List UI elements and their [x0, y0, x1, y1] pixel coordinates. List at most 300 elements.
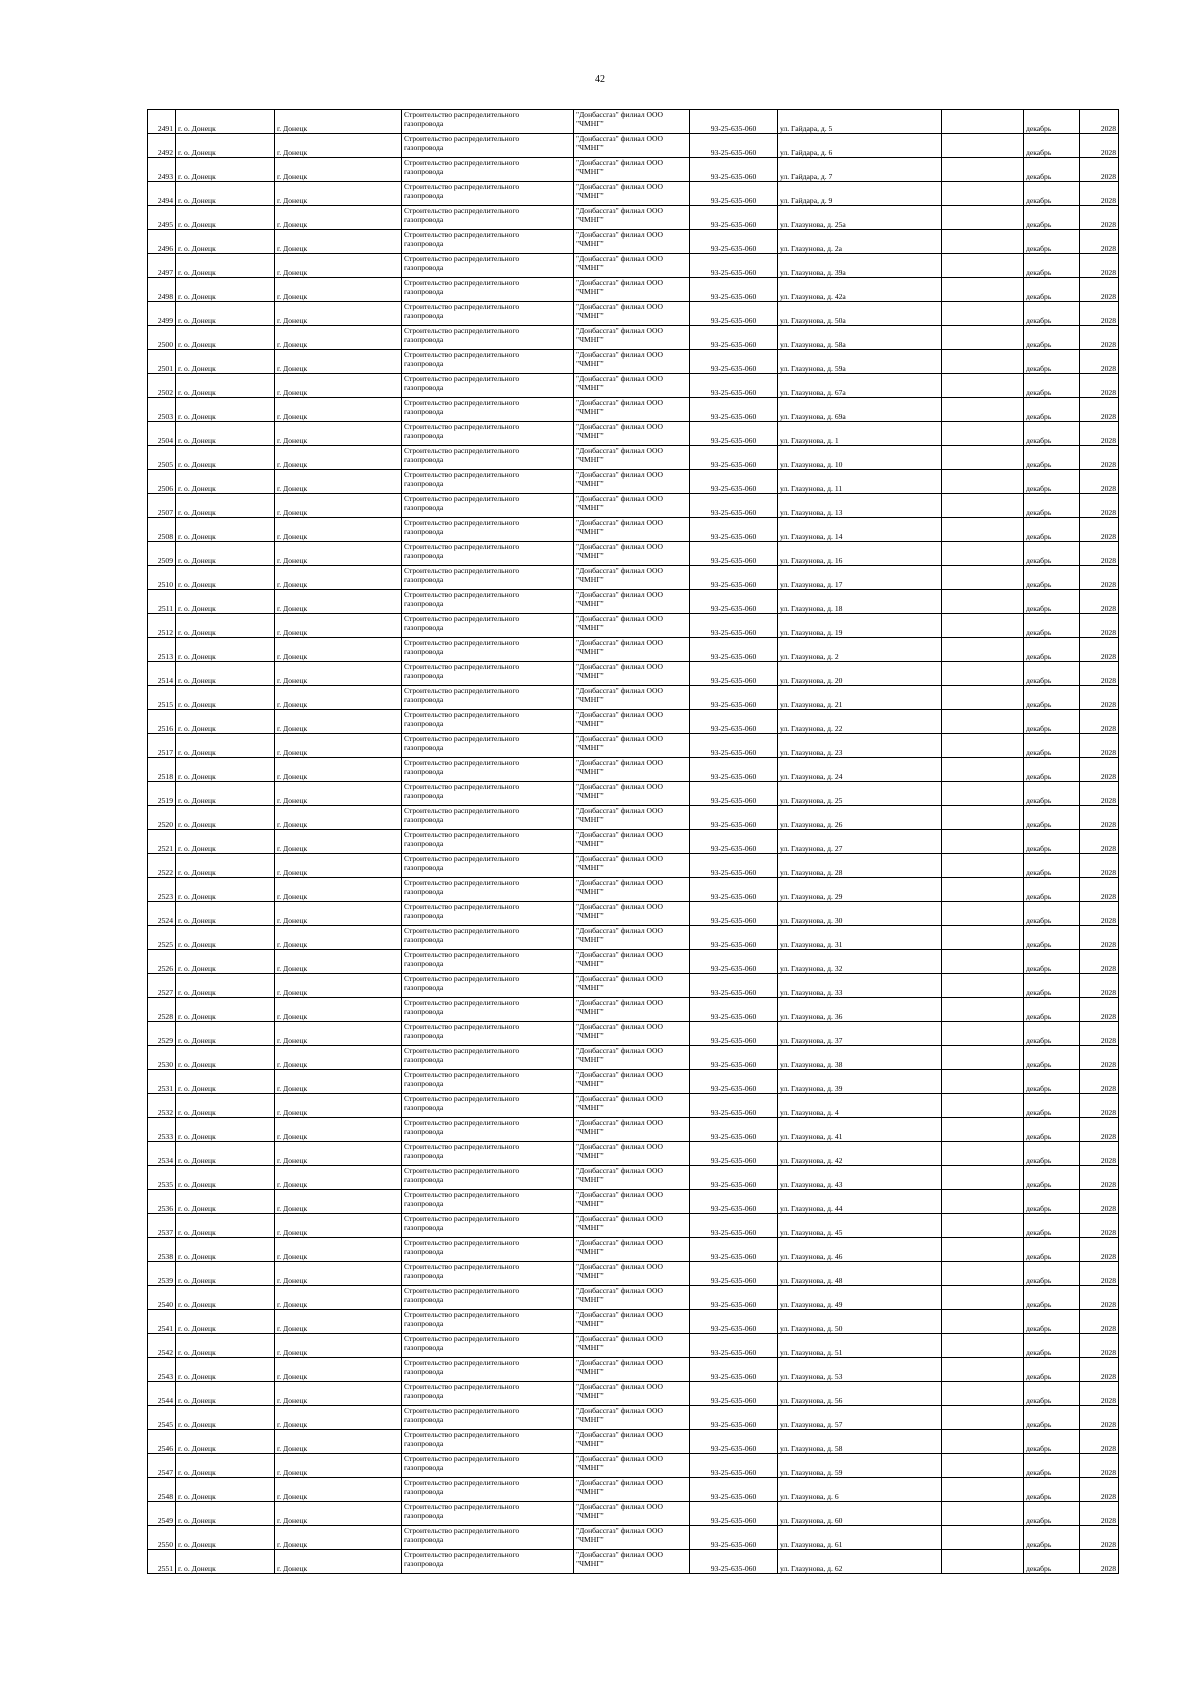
- district-cell: г. о. Донецк: [176, 110, 275, 134]
- address-cell: ул. Глазунова, д. 60: [778, 1502, 942, 1526]
- organization-cell-line2: "ЧМНГ": [576, 1007, 604, 1016]
- organization-cell-line2: "ЧМНГ": [576, 359, 604, 368]
- work-type-cell-line2: газопровода: [404, 1031, 444, 1040]
- year-cell: 2028: [1080, 182, 1119, 206]
- row-number-cell: 2527: [148, 974, 176, 998]
- year-cell: 2028: [1080, 566, 1119, 590]
- work-type-cell-line1: Строительство распределительного: [404, 926, 520, 935]
- address-cell: ул. Глазунова, д. 49: [778, 1286, 942, 1310]
- year-cell: 2028: [1080, 1286, 1119, 1310]
- city-cell: г. Донецк: [275, 638, 402, 662]
- district-cell: г. о. Донецк: [176, 518, 275, 542]
- work-type-cell: [402, 494, 574, 518]
- month-cell: декабрь: [1024, 638, 1080, 662]
- row-number-cell: 2524: [148, 902, 176, 926]
- city-cell: г. Донецк: [275, 758, 402, 782]
- organization-cell: [574, 350, 690, 374]
- year-cell: 2028: [1080, 518, 1119, 542]
- address-cell: ул. Глазунова, д. 56: [778, 1382, 942, 1406]
- organization-cell-line2: "ЧМНГ": [576, 1415, 604, 1424]
- row-number-cell: 2491: [148, 110, 176, 134]
- month-cell: декабрь: [1024, 1142, 1080, 1166]
- organization-cell-line1: "Донбассгаз" филиал ООО: [576, 758, 664, 767]
- organization-cell-line2: "ЧМНГ": [576, 647, 604, 656]
- empty-cell: [942, 1310, 1024, 1334]
- year-cell: 2028: [1080, 830, 1119, 854]
- code-cell: 93-25-635-060: [690, 254, 778, 278]
- work-type-cell: [402, 854, 574, 878]
- row-number-cell: 2520: [148, 806, 176, 830]
- code-cell: 93-25-635-060: [690, 1526, 778, 1550]
- organization-cell: [574, 1478, 690, 1502]
- organization-cell-line1: "Донбассгаз" филиал ООО: [576, 1190, 664, 1199]
- month-cell: декабрь: [1024, 1454, 1080, 1478]
- table-row: [148, 1166, 1119, 1190]
- empty-cell: [942, 254, 1024, 278]
- address-cell: ул. Глазунова, д. 36: [778, 998, 942, 1022]
- empty-cell: [942, 590, 1024, 614]
- table-row: [148, 470, 1119, 494]
- year-cell: 2028: [1080, 1334, 1119, 1358]
- table-row: [148, 374, 1119, 398]
- work-type-cell-line1: Строительство распределительного: [404, 302, 520, 311]
- work-type-cell-line1: Строительство распределительного: [404, 566, 520, 575]
- organization-cell: [574, 662, 690, 686]
- month-cell: декабрь: [1024, 1094, 1080, 1118]
- district-cell: г. о. Донецк: [176, 326, 275, 350]
- empty-cell: [942, 1046, 1024, 1070]
- district-cell: г. о. Донецк: [176, 1118, 275, 1142]
- empty-cell: [942, 182, 1024, 206]
- empty-cell: [942, 326, 1024, 350]
- organization-cell-line1: "Донбассгаз" филиал ООО: [576, 1262, 664, 1271]
- month-cell: декабрь: [1024, 494, 1080, 518]
- code-cell: 93-25-635-060: [690, 278, 778, 302]
- work-type-cell: [402, 182, 574, 206]
- address-cell: ул. Глазунова, д. 33: [778, 974, 942, 998]
- empty-cell: [942, 1166, 1024, 1190]
- work-type-cell-line1: Строительство распределительного: [404, 110, 520, 119]
- organization-cell-line2: "ЧМНГ": [576, 1127, 604, 1136]
- year-cell: 2028: [1080, 758, 1119, 782]
- organization-cell-line1: "Донбассгаз" филиал ООО: [576, 1430, 664, 1439]
- district-cell: г. о. Донецк: [176, 998, 275, 1022]
- row-number-cell: 2496: [148, 230, 176, 254]
- organization-cell-line2: "ЧМНГ": [576, 575, 604, 584]
- month-cell: декабрь: [1024, 1358, 1080, 1382]
- work-type-cell: [402, 542, 574, 566]
- organization-cell-line1: "Донбассгаз" филиал ООО: [576, 710, 664, 719]
- year-cell: 2028: [1080, 950, 1119, 974]
- table-row: [148, 278, 1119, 302]
- empty-cell: [942, 278, 1024, 302]
- address-cell: ул. Гайдара, д. 6: [778, 134, 942, 158]
- code-cell: 93-25-635-060: [690, 518, 778, 542]
- address-cell: ул. Глазунова, д. 28: [778, 854, 942, 878]
- organization-cell-line1: "Донбассгаз" филиал ООО: [576, 830, 664, 839]
- work-type-cell-line2: газопровода: [404, 1439, 444, 1448]
- district-cell: г. о. Донецк: [176, 182, 275, 206]
- work-type-cell-line1: Строительство распределительного: [404, 710, 520, 719]
- organization-cell-line2: "ЧМНГ": [576, 1319, 604, 1328]
- address-cell: ул. Глазунова, д. 39а: [778, 254, 942, 278]
- work-type-cell-line2: газопровода: [404, 167, 444, 176]
- empty-cell: [942, 926, 1024, 950]
- year-cell: 2028: [1080, 638, 1119, 662]
- district-cell: г. о. Донецк: [176, 398, 275, 422]
- work-type-cell: [402, 1358, 574, 1382]
- month-cell: декабрь: [1024, 686, 1080, 710]
- district-cell: г. о. Донецк: [176, 758, 275, 782]
- month-cell: декабрь: [1024, 1550, 1080, 1574]
- district-cell: г. о. Донецк: [176, 710, 275, 734]
- work-type-cell-line1: Строительство распределительного: [404, 158, 520, 167]
- year-cell: 2028: [1080, 1022, 1119, 1046]
- work-type-cell: [402, 590, 574, 614]
- code-cell: 93-25-635-060: [690, 446, 778, 470]
- work-type-cell: [402, 1406, 574, 1430]
- table-row: [148, 950, 1119, 974]
- city-cell: г. Донецк: [275, 326, 402, 350]
- code-cell: 93-25-635-060: [690, 374, 778, 398]
- organization-cell-line1: "Донбассгаз" филиал ООО: [576, 590, 664, 599]
- table-row: [148, 110, 1119, 134]
- city-cell: г. Донецк: [275, 1214, 402, 1238]
- row-number-cell: 2517: [148, 734, 176, 758]
- work-type-cell-line1: Строительство распределительного: [404, 470, 520, 479]
- table-row: [148, 350, 1119, 374]
- row-number-cell: 2497: [148, 254, 176, 278]
- month-cell: декабрь: [1024, 518, 1080, 542]
- work-type-cell-line2: газопровода: [404, 1343, 444, 1352]
- city-cell: г. Донецк: [275, 1046, 402, 1070]
- table-row: [148, 974, 1119, 998]
- work-type-cell-line2: газопровода: [404, 959, 444, 968]
- address-cell: ул. Глазунова, д. 37: [778, 1022, 942, 1046]
- year-cell: 2028: [1080, 974, 1119, 998]
- work-type-cell-line2: газопровода: [404, 983, 444, 992]
- empty-cell: [942, 518, 1024, 542]
- organization-cell-line1: "Донбассгаз" филиал ООО: [576, 1070, 664, 1079]
- table-row: [148, 134, 1119, 158]
- code-cell: 93-25-635-060: [690, 1286, 778, 1310]
- work-type-cell-line1: Строительство распределительного: [404, 542, 520, 551]
- year-cell: 2028: [1080, 710, 1119, 734]
- work-type-cell-line2: газопровода: [404, 359, 444, 368]
- row-number-cell: 2492: [148, 134, 176, 158]
- work-type-cell-line2: газопровода: [404, 335, 444, 344]
- work-type-cell-line1: Строительство распределительного: [404, 1334, 520, 1343]
- row-number-cell: 2551: [148, 1550, 176, 1574]
- table-row: [148, 710, 1119, 734]
- row-number-cell: 2546: [148, 1430, 176, 1454]
- organization-cell: [574, 854, 690, 878]
- code-cell: 93-25-635-060: [690, 830, 778, 854]
- work-type-cell: [402, 1046, 574, 1070]
- address-cell: ул. Глазунова, д. 13: [778, 494, 942, 518]
- district-cell: г. о. Донецк: [176, 686, 275, 710]
- month-cell: декабрь: [1024, 206, 1080, 230]
- month-cell: декабрь: [1024, 758, 1080, 782]
- empty-cell: [942, 446, 1024, 470]
- organization-cell-line1: "Донбассгаз" филиал ООО: [576, 1142, 664, 1151]
- work-type-cell: [402, 518, 574, 542]
- code-cell: 93-25-635-060: [690, 950, 778, 974]
- organization-cell-line1: "Донбассгаз" филиал ООО: [576, 302, 664, 311]
- organization-cell-line1: "Донбассгаз" филиал ООО: [576, 806, 664, 815]
- table-row: [148, 1142, 1119, 1166]
- work-type-cell: [402, 302, 574, 326]
- year-cell: 2028: [1080, 686, 1119, 710]
- organization-cell: [574, 326, 690, 350]
- district-cell: г. о. Донецк: [176, 302, 275, 326]
- work-type-cell-line1: Строительство распределительного: [404, 326, 520, 335]
- district-cell: г. о. Донецк: [176, 206, 275, 230]
- organization-cell: [574, 734, 690, 758]
- row-number-cell: 2495: [148, 206, 176, 230]
- organization-cell-line2: "ЧМНГ": [576, 1391, 604, 1400]
- month-cell: декабрь: [1024, 854, 1080, 878]
- empty-cell: [942, 110, 1024, 134]
- work-type-cell: [402, 974, 574, 998]
- organization-cell-line1: "Донбассгаз" филиал ООО: [576, 518, 664, 527]
- table-row: [148, 878, 1119, 902]
- code-cell: 93-25-635-060: [690, 1550, 778, 1574]
- district-cell: г. о. Донецк: [176, 1358, 275, 1382]
- organization-cell-line2: "ЧМНГ": [576, 479, 604, 488]
- work-type-cell-line1: Строительство распределительного: [404, 638, 520, 647]
- work-type-cell-line2: газопровода: [404, 383, 444, 392]
- organization-cell: [574, 950, 690, 974]
- work-type-cell-line2: газопровода: [404, 455, 444, 464]
- work-type-cell-line2: газопровода: [404, 911, 444, 920]
- organization-cell: [574, 206, 690, 230]
- year-cell: 2028: [1080, 854, 1119, 878]
- address-cell: ул. Глазунова, д. 51: [778, 1334, 942, 1358]
- organization-cell-line1: "Донбассгаз" филиал ООО: [576, 638, 664, 647]
- organization-cell-line2: "ЧМНГ": [576, 1079, 604, 1088]
- month-cell: декабрь: [1024, 1214, 1080, 1238]
- table-row: [148, 1382, 1119, 1406]
- empty-cell: [942, 1502, 1024, 1526]
- organization-cell-line2: "ЧМНГ": [576, 1103, 604, 1112]
- address-cell: ул. Гайдара, д. 5: [778, 110, 942, 134]
- work-type-cell: [402, 950, 574, 974]
- organization-cell-line1: "Донбассгаз" филиал ООО: [576, 1310, 664, 1319]
- table-row: [148, 1286, 1119, 1310]
- empty-cell: [942, 614, 1024, 638]
- organization-cell: [574, 1238, 690, 1262]
- work-type-cell-line1: Строительство распределительного: [404, 1358, 520, 1367]
- month-cell: декабрь: [1024, 1238, 1080, 1262]
- address-cell: ул. Глазунова, д. 25: [778, 782, 942, 806]
- row-number-cell: 2542: [148, 1334, 176, 1358]
- month-cell: декабрь: [1024, 662, 1080, 686]
- organization-cell-line1: "Донбассгаз" филиал ООО: [576, 1166, 664, 1175]
- organization-cell-line2: "ЧМНГ": [576, 743, 604, 752]
- organization-cell-line1: "Донбассгаз" филиал ООО: [576, 1118, 664, 1127]
- row-number-cell: 2513: [148, 638, 176, 662]
- year-cell: 2028: [1080, 1142, 1119, 1166]
- work-type-cell: [402, 686, 574, 710]
- address-cell: ул. Глазунова, д. 45: [778, 1214, 942, 1238]
- work-type-cell-line1: Строительство распределительного: [404, 1214, 520, 1223]
- empty-cell: [942, 950, 1024, 974]
- year-cell: 2028: [1080, 1382, 1119, 1406]
- work-type-cell: [402, 350, 574, 374]
- month-cell: декабрь: [1024, 710, 1080, 734]
- organization-cell-line1: "Донбассгаз" филиал ООО: [576, 1454, 664, 1463]
- year-cell: 2028: [1080, 1046, 1119, 1070]
- organization-cell-line2: "ЧМНГ": [576, 719, 604, 728]
- code-cell: 93-25-635-060: [690, 230, 778, 254]
- month-cell: декабрь: [1024, 182, 1080, 206]
- district-cell: г. о. Донецк: [176, 1550, 275, 1574]
- district-cell: г. о. Донецк: [176, 1022, 275, 1046]
- work-type-cell-line2: газопровода: [404, 839, 444, 848]
- row-number-cell: 2534: [148, 1142, 176, 1166]
- year-cell: 2028: [1080, 1502, 1119, 1526]
- month-cell: декабрь: [1024, 326, 1080, 350]
- work-type-cell-line2: газопровода: [404, 263, 444, 272]
- month-cell: декабрь: [1024, 734, 1080, 758]
- row-number-cell: 2494: [148, 182, 176, 206]
- row-number-cell: 2498: [148, 278, 176, 302]
- work-type-cell: [402, 1142, 574, 1166]
- city-cell: г. Донецк: [275, 1166, 402, 1190]
- code-cell: 93-25-635-060: [690, 326, 778, 350]
- address-cell: ул. Глазунова, д. 17: [778, 566, 942, 590]
- work-type-cell-line1: Строительство распределительного: [404, 518, 520, 527]
- empty-cell: [942, 1094, 1024, 1118]
- address-cell: ул. Глазунова, д. 57: [778, 1406, 942, 1430]
- organization-cell-line1: "Донбассгаз" филиал ООО: [576, 1550, 664, 1559]
- table-row: [148, 758, 1119, 782]
- organization-cell-line2: "ЧМНГ": [576, 983, 604, 992]
- row-number-cell: 2519: [148, 782, 176, 806]
- month-cell: декабрь: [1024, 470, 1080, 494]
- month-cell: декабрь: [1024, 950, 1080, 974]
- empty-cell: [942, 710, 1024, 734]
- work-type-cell-line2: газопровода: [404, 1415, 444, 1424]
- code-cell: 93-25-635-060: [690, 1454, 778, 1478]
- work-type-cell-line2: газопровода: [404, 1247, 444, 1256]
- empty-cell: [942, 1022, 1024, 1046]
- organization-cell: [574, 1262, 690, 1286]
- organization-cell: [574, 758, 690, 782]
- table-row: [148, 1118, 1119, 1142]
- work-type-cell-line1: Строительство распределительного: [404, 614, 520, 623]
- year-cell: 2028: [1080, 134, 1119, 158]
- row-number-cell: 2506: [148, 470, 176, 494]
- month-cell: декабрь: [1024, 398, 1080, 422]
- address-cell: ул. Глазунова, д. 39: [778, 1070, 942, 1094]
- district-cell: г. о. Донецк: [176, 1166, 275, 1190]
- city-cell: г. Донецк: [275, 1478, 402, 1502]
- code-cell: 93-25-635-060: [690, 926, 778, 950]
- organization-cell: [574, 110, 690, 134]
- month-cell: декабрь: [1024, 902, 1080, 926]
- work-type-cell-line1: Строительство распределительного: [404, 590, 520, 599]
- city-cell: г. Донецк: [275, 1238, 402, 1262]
- address-cell: ул. Глазунова, д. 69а: [778, 398, 942, 422]
- organization-cell: [574, 974, 690, 998]
- table-row: [148, 302, 1119, 326]
- city-cell: г. Донецк: [275, 974, 402, 998]
- code-cell: 93-25-635-060: [690, 710, 778, 734]
- organization-cell-line1: "Донбассгаз" филиал ООО: [576, 974, 664, 983]
- work-type-cell-line1: Строительство распределительного: [404, 1046, 520, 1055]
- address-cell: ул. Глазунова, д. 30: [778, 902, 942, 926]
- code-cell: 93-25-635-060: [690, 134, 778, 158]
- district-cell: г. о. Донецк: [176, 422, 275, 446]
- district-cell: г. о. Донецк: [176, 614, 275, 638]
- table-row: [148, 206, 1119, 230]
- city-cell: г. Донецк: [275, 1358, 402, 1382]
- work-type-cell-line2: газопровода: [404, 935, 444, 944]
- year-cell: 2028: [1080, 374, 1119, 398]
- empty-cell: [942, 1382, 1024, 1406]
- organization-cell: [574, 878, 690, 902]
- organization-cell-line1: "Донбассгаз" филиал ООО: [576, 1022, 664, 1031]
- organization-cell-line1: "Донбассгаз" филиал ООО: [576, 1094, 664, 1103]
- district-cell: г. о. Донецк: [176, 830, 275, 854]
- work-type-cell-line1: Строительство распределительного: [404, 1310, 520, 1319]
- row-number-cell: 2493: [148, 158, 176, 182]
- city-cell: г. Донецк: [275, 878, 402, 902]
- district-cell: г. о. Донецк: [176, 230, 275, 254]
- code-cell: 93-25-635-060: [690, 758, 778, 782]
- address-cell: ул. Глазунова, д. 24: [778, 758, 942, 782]
- address-cell: ул. Глазунова, д. 6: [778, 1478, 942, 1502]
- year-cell: 2028: [1080, 1526, 1119, 1550]
- address-cell: ул. Глазунова, д. 50а: [778, 302, 942, 326]
- work-type-cell: [402, 1190, 574, 1214]
- organization-cell-line2: "ЧМНГ": [576, 407, 604, 416]
- code-cell: 93-25-635-060: [690, 854, 778, 878]
- city-cell: г. Донецк: [275, 182, 402, 206]
- table-row: [148, 662, 1119, 686]
- work-type-cell: [402, 470, 574, 494]
- work-type-cell-line2: газопровода: [404, 1079, 444, 1088]
- organization-cell-line1: "Донбассгаз" филиал ООО: [576, 182, 664, 191]
- city-cell: г. Донецк: [275, 374, 402, 398]
- work-type-cell: [402, 206, 574, 230]
- district-cell: г. о. Донецк: [176, 158, 275, 182]
- organization-cell-line1: "Донбассгаз" филиал ООО: [576, 614, 664, 623]
- empty-cell: [942, 638, 1024, 662]
- organization-cell: [574, 1286, 690, 1310]
- table-row: [148, 590, 1119, 614]
- work-type-cell-line1: Строительство распределительного: [404, 254, 520, 263]
- table-row: [148, 638, 1119, 662]
- district-cell: г. о. Донецк: [176, 494, 275, 518]
- row-number-cell: 2504: [148, 422, 176, 446]
- row-number-cell: 2521: [148, 830, 176, 854]
- organization-cell-line2: "ЧМНГ": [576, 1463, 604, 1472]
- code-cell: 93-25-635-060: [690, 1334, 778, 1358]
- work-type-cell: [402, 614, 574, 638]
- organization-cell: [574, 182, 690, 206]
- organization-cell-line1: "Донбассгаз" филиал ООО: [576, 422, 664, 431]
- month-cell: декабрь: [1024, 374, 1080, 398]
- organization-cell-line2: "ЧМНГ": [576, 599, 604, 608]
- empty-cell: [942, 902, 1024, 926]
- work-type-cell-line1: Строительство распределительного: [404, 734, 520, 743]
- table-body: [148, 110, 1119, 1574]
- address-cell: ул. Глазунова, д. 29: [778, 878, 942, 902]
- city-cell: г. Донецк: [275, 1022, 402, 1046]
